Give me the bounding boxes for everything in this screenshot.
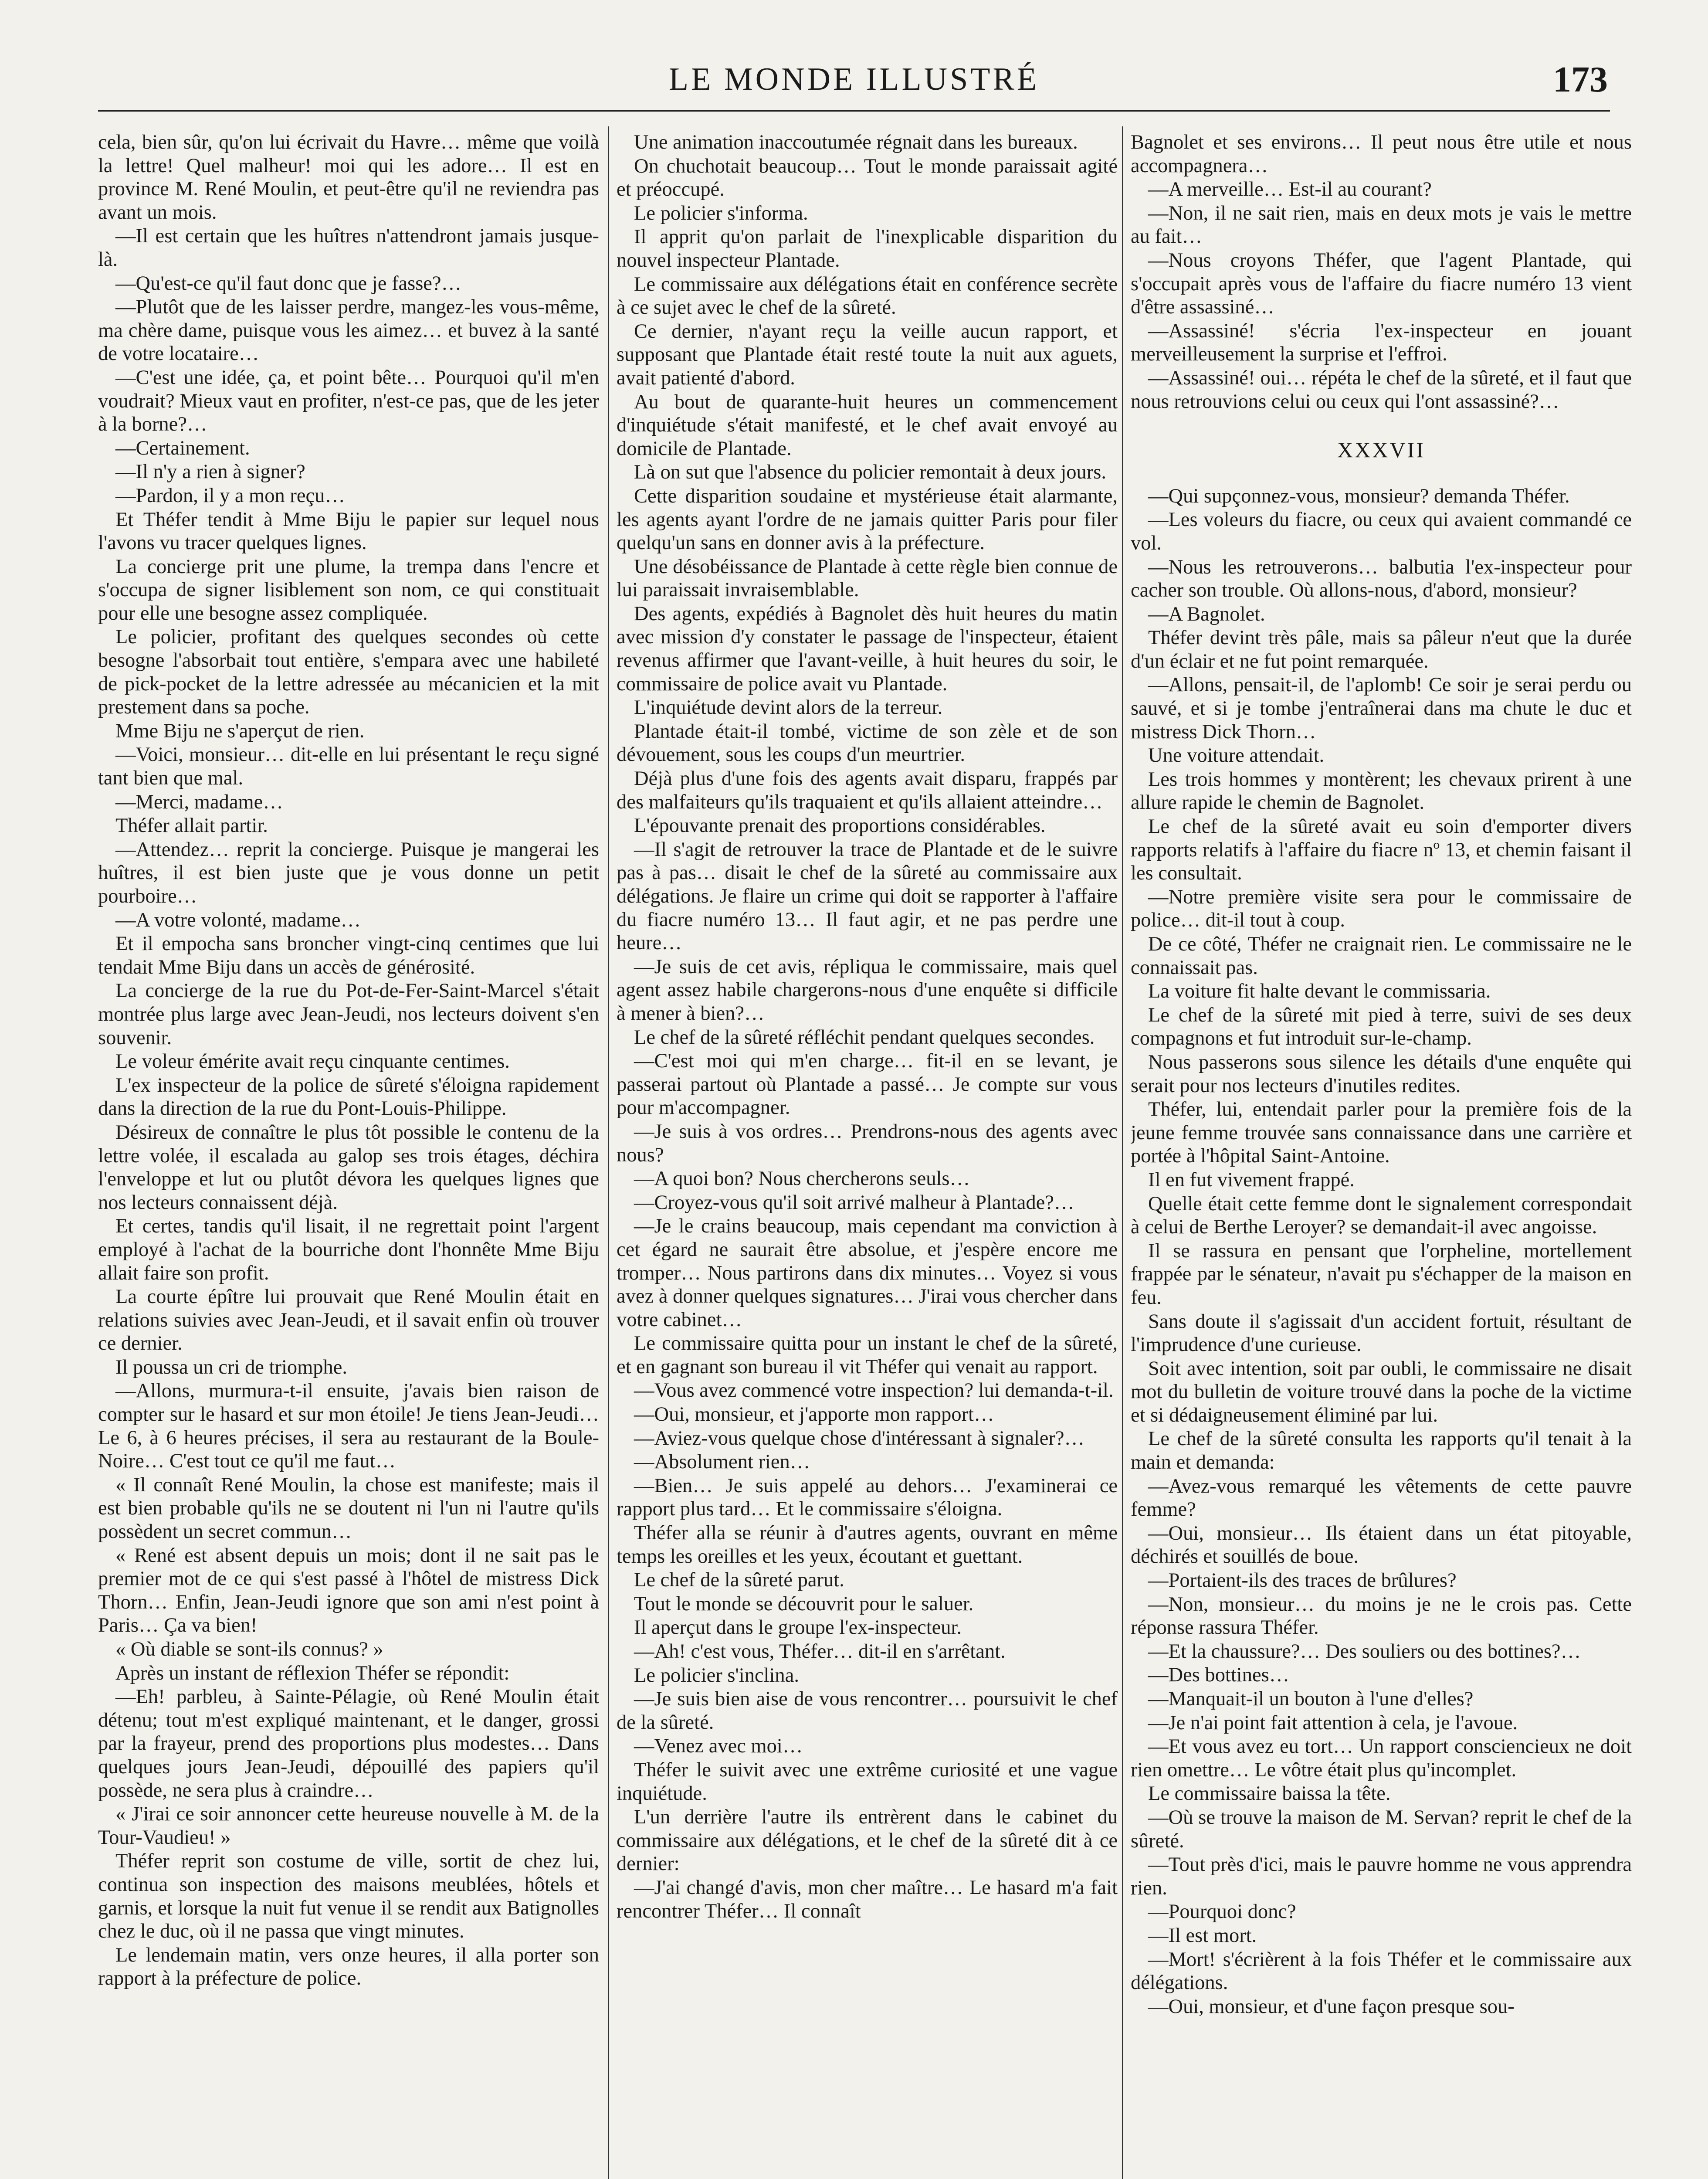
paragraph: Il aperçut dans le groupe l'ex-inspecteur. bbox=[634, 1616, 962, 1639]
paragraph: La concierge prit une plume, la trempa dans l'encre et s'occupa de signer lisiblement son nom, ce qui constituait pour elle une besogne assez compliquée. bbox=[98, 555, 599, 625]
paragraph: —Nous croyons Théfer, que l'agent Plantade, qui s'occupait après vous de l'affaire du fiacre numéro 13 vient d'être assassiné… bbox=[1131, 249, 1632, 319]
paragraph: Une voiture attendait. bbox=[1148, 744, 1325, 767]
paragraph: —Où se trouve la maison de M. Servan? reprit le chef de la sûreté. bbox=[1131, 1806, 1632, 1852]
paragraph: —A Bagnolet. bbox=[1148, 603, 1265, 625]
paragraph: —Aviez-vous quelque chose d'intéressant à signaler?… bbox=[634, 1427, 1085, 1449]
paragraph: —A merveille… Est-il au courant? bbox=[1148, 178, 1432, 201]
paragraph: Mme Biju ne s'aperçut de rien. bbox=[115, 720, 365, 742]
paragraph: —Assassiné! oui… répéta le chef de la sûreté, et il faut que nous retrouvions celui ou ceux qui l'ont assassiné?… bbox=[1131, 367, 1632, 413]
paragraph: Il en fut vivement frappé. bbox=[1148, 1168, 1355, 1191]
paragraph: —A quoi bon? Nous chercherons seuls… bbox=[634, 1168, 970, 1190]
paragraph: Le commissaire quitta pour un instant le chef de la sûreté, et en gagnant son bureau il vit Théfer qui venait au rapport. bbox=[617, 1332, 1118, 1378]
paragraph: Une désobéissance de Plantade à cette règle bien connue de lui paraissait invraisemblable. bbox=[617, 555, 1118, 601]
paragraph: —Non, monsieur… du moins je ne le crois pas. Cette réponse rassura Théfer. bbox=[1131, 1593, 1632, 1639]
paragraph: —Je suis de cet avis, répliqua le commissaire, mais quel agent assez habile chargerons-nous d'une enquête si difficile à mener à bien?… bbox=[617, 955, 1118, 1025]
paragraph: —Non, il ne sait rien, mais en deux mots je vais le mettre au fait… bbox=[1131, 202, 1632, 248]
chapter-heading: XXXVII bbox=[1337, 438, 1425, 462]
column-divider bbox=[1122, 126, 1123, 2179]
paragraph: cela, bien sûr, qu'on lui écrivait du Havre… même que voilà la lettre! Quel malheur! moi qui les adore… Il est en province M. René Moulin, et peut-être qu'il ne reviendra pas avant un mois. bbox=[98, 131, 599, 224]
paragraph: —Manquait-il un bouton à l'une d'elles? bbox=[1148, 1688, 1474, 1710]
paragraph: —C'est moi qui m'en charge… fit-il en se levant, je passerai partout où Plantade a passé… Je compte sur vous pour m'accompagner. bbox=[617, 1050, 1118, 1119]
paragraph: —Des bottines… bbox=[1148, 1664, 1290, 1687]
paragraph: L'inquiétude devint alors de la terreur. bbox=[634, 696, 943, 719]
paragraph: —Et vous avez eu tort… Un rapport consciencieux ne doit rien omettre… Le vôtre était plus qu'incomplet. bbox=[1131, 1735, 1632, 1781]
paragraph: « Il connaît René Moulin, la chose est manifeste; mais il est bien probable qu'ils ne se doutent ni l'un ni l'autre qu'ils possèdent un secret commun… bbox=[98, 1473, 599, 1543]
paragraph: Théfer, lui, entendait parler pour la première fois de la jeune femme trouvée sans connaissance dans une carrière et portée à l'hôpital Saint-Antoine. bbox=[1131, 1098, 1632, 1168]
paragraph: Des agents, expédiés à Bagnolet dès huit heures du matin avec mission d'y constater le passage de l'inspecteur, étaient revenus affirmer que l'avant-veille, à huit heures du soir, le commissaire de police avait vu Plantade. bbox=[617, 602, 1118, 695]
paragraph: La voiture fit halte devant le commissaria. bbox=[1148, 980, 1491, 1003]
paragraph: —Je suis à vos ordres… Prendrons-nous des agents avec nous? bbox=[617, 1120, 1118, 1166]
paragraph: Le chef de la sûreté avait eu soin d'emporter divers rapports relatifs à l'affaire du fiacre nº 13, et chemin faisant il les consultait. bbox=[1131, 815, 1632, 885]
paragraph: —Il s'agit de retrouver la trace de Plantade et de le suivre pas à pas… disait le chef de la sûreté au commissaire aux délégations. Je flaire un crime qui doit se rapporter à l'affaire du fiacre numéro 13… Il faut agir, et ne pas perdre une heure… bbox=[617, 838, 1118, 954]
paragraph: —J'ai changé d'avis, mon cher maître… Le hasard m'a fait rencontrer Théfer… Il connaît bbox=[617, 1876, 1118, 1922]
paragraph: —Notre première visite sera pour le commissaire de police… dit-il tout à coup. bbox=[1131, 886, 1632, 932]
column-divider bbox=[608, 126, 609, 2179]
paragraph: Le chef de la sûreté réfléchit pendant quelques secondes. bbox=[634, 1026, 1095, 1049]
paragraph: —Croyez-vous qu'il soit arrivé malheur à Plantade?… bbox=[634, 1191, 1074, 1214]
paragraph: Le policier, profitant des quelques secondes où cette besogne l'absorbait tout entière, s'empara avec une habileté de pick-pocket de la lettre adressée au mécanicien et la mit prestement dans sa poche. bbox=[98, 626, 599, 719]
paragraph: Là on sut que l'absence du policier remontait à deux jours. bbox=[634, 461, 1107, 484]
paragraph: L'un derrière l'autre ils entrèrent dans le cabinet du commissaire aux délégations, et le chef de la sûreté dit à ce dernier: bbox=[617, 1806, 1118, 1875]
paragraph: Bagnolet et ses environs… Il peut nous être utile et nous accompagnera… bbox=[1131, 131, 1632, 177]
paragraph: Le commissaire aux délégations était en conférence secrète à ce sujet avec le chef de la sûreté. bbox=[617, 273, 1118, 319]
paragraph: —Ah! c'est vous, Théfer… dit-il en s'arrêtant. bbox=[634, 1640, 1006, 1663]
paragraph: —Merci, madame… bbox=[115, 791, 283, 813]
paragraph: Il se rassura en pensant que l'orpheline, mortellement frappée par le sénateur, n'avait pu s'échapper de la maison en feu. bbox=[1131, 1239, 1632, 1309]
paragraph: L'ex inspecteur de la police de sûreté s'éloigna rapidement dans la direction de la rue du Pont-Louis-Philippe. bbox=[98, 1074, 599, 1120]
paragraph: —Nous les retrouverons… balbutia l'ex-inspecteur pour cacher son trouble. Où allons-nous, d'abord, monsieur? bbox=[1131, 556, 1632, 602]
paragraph: Le commissaire baissa la tête. bbox=[1148, 1782, 1391, 1805]
paragraph: —Je suis bien aise de vous rencontrer… poursuivit le chef de la sûreté. bbox=[617, 1688, 1118, 1734]
paragraph: —Mort! s'écrièrent à la fois Théfer et le commissaire aux délégations. bbox=[1131, 1948, 1632, 1994]
paragraph: —Absolument rien… bbox=[634, 1451, 810, 1473]
paragraph: Le chef de la sûreté consulta les rapports qu'il tenait à la main et demanda: bbox=[1131, 1428, 1632, 1474]
paragraph: —Oui, monsieur… Ils étaient dans un état pitoyable, déchirés et souillés de boue. bbox=[1131, 1522, 1632, 1568]
paragraph: Théfer allait partir. bbox=[115, 815, 268, 837]
paragraph: —Venez avec moi… bbox=[634, 1735, 803, 1758]
paragraph: —Allons, murmura-t-il ensuite, j'avais bien raison de compter sur le hasard et sur mon étoile! Je tiens Jean-Jeudi… Le 6, à 6 heures précises, il sera au restaurant de la Boule-Noire… C'est tout ce qu'il me faut… bbox=[98, 1380, 599, 1473]
paragraph: —C'est une idée, ça, et point bête… Pourquoi qu'il m'en voudrait? Mieux vaut en profiter, n'est-ce pas, que de les jeter à la borne?… bbox=[98, 366, 599, 436]
paragraph: La courte épître lui prouvait que René Moulin était en relations suivies avec Jean-Jeudi, et il savait enfin où trouver ce dernier. bbox=[98, 1286, 599, 1355]
paragraph: Sans doute il s'agissait d'un accident fortuit, résultant de l'imprudence d'une curieuse. bbox=[1131, 1310, 1632, 1356]
paragraph: Ce dernier, n'ayant reçu la veille aucun rapport, et supposant que Plantade était resté toute la nuit aux aguets, avait patienté d'abord. bbox=[617, 320, 1118, 389]
text-column-2 bbox=[617, 131, 1118, 2179]
paragraph: —Attendez… reprit la concierge. Puisque je mangerai les huîtres, il est bien juste que je vous donne un petit pourboire… bbox=[98, 838, 599, 907]
paragraph: Désireux de connaître le plus tôt possible le contenu de la lettre volée, il escalada au galop ses trois étages, déchira l'enveloppe et lut ou plutôt dévora les quelques lignes que nos lecteurs connaissent déjà. bbox=[98, 1121, 599, 1214]
paragraph: —Il est mort. bbox=[1148, 1924, 1257, 1947]
paragraph: —Les voleurs du fiacre, ou ceux qui avaient commandé ce vol. bbox=[1131, 509, 1632, 554]
paragraph: —Et la chaussure?… Des souliers ou des bottines?… bbox=[1148, 1640, 1581, 1663]
paragraph: —Pourquoi donc? bbox=[1148, 1901, 1296, 1923]
paragraph: —Oui, monsieur, et j'apporte mon rapport… bbox=[634, 1403, 994, 1426]
text-column-1 bbox=[98, 131, 599, 2179]
paragraph: Le chef de la sûreté mit pied à terre, suivi de ses deux compagnons et fut introduit sur-le-champ. bbox=[1131, 1004, 1632, 1050]
column-3-after-chapter bbox=[1131, 485, 1632, 2019]
paragraph: Soit avec intention, soit par oubli, le commissaire ne disait mot du bulletin de voiture trouvé dans la poche de la victime et si dédaigneusement éliminé par lui. bbox=[1131, 1357, 1632, 1426]
paragraph: —Eh! parbleu, à Sainte-Pélagie, où René Moulin était détenu; tout m'est expliqué maintenant, et le danger, grossi par la frayeur, prend des proportions plus modestes… Dans quelques jours Jean-Jeudi, dépouillé des papiers qu'il possède, ne sera plus à craindre… bbox=[98, 1686, 599, 1802]
paragraph: Cette disparition soudaine et mystérieuse était alarmante, les agents ayant l'ordre de ne jamais quitter Paris pour filer quelqu'un sans en donner avis à la préfecture. bbox=[617, 485, 1118, 554]
paragraph: Théfer le suivit avec une extrême curiosité et une vague inquiétude. bbox=[617, 1758, 1118, 1805]
paragraph: Le voleur émérite avait reçu cinquante centimes. bbox=[115, 1050, 510, 1073]
paragraph: —Allons, pensait-il, de l'aplomb! Ce soir je serai perdu ou sauvé, et si je tombe j'entraînerai dans ma chute le duc et mistress Dick Thorn… bbox=[1131, 674, 1632, 743]
paragraph: Il poussa un cri de triomphe. bbox=[115, 1356, 348, 1378]
paragraph: —A votre volonté, madame… bbox=[115, 909, 361, 931]
paragraph: Quelle était cette femme dont le signalement correspondait à celui de Berthe Leroyer? se demandait-il avec angoisse. bbox=[1131, 1192, 1632, 1239]
paragraph: —Plutôt que de les laisser perdre, mangez-les vous-même, ma chère dame, puisque vous les aimez… et buvez à la santé de votre locataire… bbox=[98, 296, 599, 365]
paragraph: Le policier s'informa. bbox=[634, 202, 808, 224]
paragraph: —Oui, monsieur, et d'une façon presque sou- bbox=[1148, 1995, 1515, 2018]
paragraph: Plantade était-il tombé, victime de son zèle et de son dévouement, sous les coups d'un meurtrier. bbox=[617, 720, 1118, 766]
paragraph: Le lendemain matin, vers onze heures, il alla porter son rapport à la préfecture de police. bbox=[98, 1944, 599, 1990]
page-number: 173 bbox=[1553, 59, 1608, 100]
paragraph: Les trois hommes y montèrent; les chevaux prirent à une allure rapide le chemin de Bagnolet. bbox=[1131, 768, 1632, 814]
paragraph: —Pardon, il y a mon reçu… bbox=[115, 484, 345, 507]
paragraph: Et certes, tandis qu'il lisait, il ne regrettait point l'argent employé à l'achat de la bourriche dont l'honnête Mme Biju allait faire son profit. bbox=[98, 1215, 599, 1284]
paragraph: Le chef de la sûreté parut. bbox=[634, 1569, 844, 1592]
paragraph: Le policier s'inclina. bbox=[634, 1664, 799, 1687]
paragraph: —Qu'est-ce qu'il faut donc que je fasse?… bbox=[115, 272, 462, 295]
paragraph: L'épouvante prenait des proportions considérables. bbox=[634, 815, 1046, 837]
paragraph: Déjà plus d'une fois des agents avait disparu, frappés par des malfaiteurs qu'ils traquaient et qu'ils allaient atteindre… bbox=[617, 767, 1118, 813]
paragraph: « René est absent depuis un mois; dont il ne sait pas le premier mot de ce qui s'est passé à l'hôtel de mistress Dick Thorn… Enfin, Jean-Jeudi ignore que son ami n'est point à Paris… Ça va bien! bbox=[98, 1544, 599, 1637]
paragraph: —Je le crains beaucoup, mais cependant ma conviction à cet égard ne saurait être absolue, et j'espère encore me tromper… Nous partirons dans dix minutes… Voyez si vous avez à donner quelques signatures… J'irai vous chercher dans votre cabinet… bbox=[617, 1215, 1118, 1331]
paragraph: Tout le monde se découvrit pour le saluer. bbox=[634, 1592, 974, 1615]
paragraph: —Assassiné! s'écria l'ex-inspecteur en jouant merveilleusement la surprise et l'effroi. bbox=[1131, 319, 1632, 366]
paragraph: Théfer alla se réunir à d'autres agents, ouvrant en même temps les oreilles et les yeux, écoutant et guettant. bbox=[617, 1522, 1118, 1568]
paragraph: Et il empocha sans broncher vingt-cinq centimes que lui tendait Mme Biju dans un accès de générosité. bbox=[98, 933, 599, 978]
text-column-3 bbox=[1131, 131, 1632, 2179]
paragraph: Il apprit qu'on parlait de l'inexplicable disparition du nouvel inspecteur Plantade. bbox=[617, 226, 1118, 272]
paragraph: —Avez-vous remarqué les vêtements de cette pauvre femme? bbox=[1131, 1475, 1632, 1521]
paragraph: Théfer reprit son costume de ville, sortit de chez lui, continua son inspection des maisons meublées, hôtels et garnis, et lorsque la nuit fut venue il se rendit aux Batignolles chez le duc, où il ne passa que vingt minutes. bbox=[98, 1850, 599, 1943]
paragraph: —Qui supçonnez-vous, monsieur? demanda Théfer. bbox=[1148, 485, 1570, 507]
paragraph: —Il n'y a rien à signer? bbox=[115, 461, 305, 483]
paragraph: « J'irai ce soir annoncer cette heureuse nouvelle à M. de la Tour-Vaudieu! » bbox=[98, 1803, 599, 1849]
paragraph: —Vous avez commencé votre inspection? lui demanda-t-il. bbox=[634, 1379, 1114, 1402]
paragraph: Après un instant de réflexion Théfer se répondit: bbox=[115, 1662, 510, 1684]
paragraph: Au bout de quarante-huit heures un commencement d'inquiétude s'était manifesté, et le chef avait envoyé au domicile de Plantade. bbox=[617, 390, 1118, 460]
paragraph: Une animation inaccoutumée régnait dans les bureaux. bbox=[634, 131, 1078, 153]
paragraph: On chuchotait beaucoup… Tout le monde paraissait agité et préoccupé. bbox=[617, 155, 1118, 201]
paragraph: Et Théfer tendit à Mme Biju le papier sur lequel nous l'avons vu tracer quelques lignes. bbox=[98, 508, 599, 554]
column-3-before-chapter bbox=[1131, 131, 1632, 413]
running-head bbox=[100, 57, 1608, 109]
paragraph: « Où diable se sont-ils connus? » bbox=[115, 1638, 383, 1660]
paragraph: —Il est certain que les huîtres n'attendront jamais jusque-là. bbox=[98, 225, 599, 271]
paragraph: Nous passerons sous silence les détails d'une enquête qui serait pour nos lecteurs d'inutiles redites. bbox=[1131, 1051, 1632, 1097]
newspaper-title: LE MONDE ILLUSTRÉ bbox=[668, 61, 1040, 97]
paragraph: De ce côté, Théfer ne craignait rien. Le commissaire ne le connaissait pas. bbox=[1131, 933, 1632, 979]
paragraph: —Voici, monsieur… dit-elle en lui présentant le reçu signé tant bien que mal. bbox=[98, 743, 599, 790]
paragraph: —Je n'ai point fait attention à cela, je l'avoue. bbox=[1148, 1711, 1518, 1734]
header-rule bbox=[98, 110, 1610, 112]
paragraph: La concierge de la rue du Pot-de-Fer-Saint-Marcel s'était montrée plus large avec Jean-Jeudi, nos lecteurs doivent s'en souvenir. bbox=[98, 980, 599, 1049]
paragraph: Théfer devint très pâle, mais sa pâleur n'eut que la durée d'un éclair et ne fut point remarquée. bbox=[1131, 627, 1632, 672]
paragraph: —Tout près d'ici, mais le pauvre homme ne vous apprendra rien. bbox=[1131, 1853, 1632, 1899]
paragraph: —Certainement. bbox=[115, 437, 250, 459]
paragraph: —Bien… Je suis appelé au dehors… J'examinerai ce rapport plus tard… Et le commissaire s'éloigna. bbox=[617, 1474, 1118, 1521]
paragraph: —Portaient-ils des traces de brûlures? bbox=[1148, 1569, 1457, 1592]
